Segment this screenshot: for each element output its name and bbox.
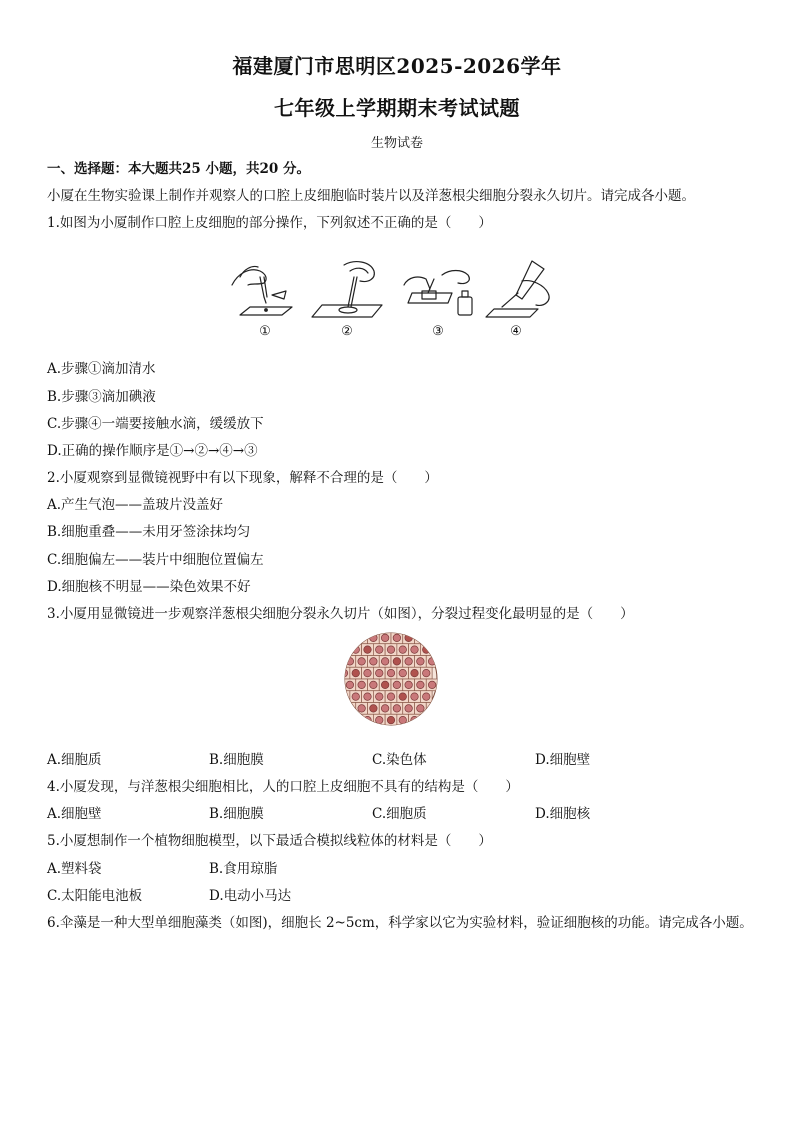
cell-nucleus — [417, 705, 425, 713]
cell-nucleus — [411, 669, 419, 677]
q3-option-a: A.细胞质 — [47, 752, 102, 768]
q4-option-a: A.细胞壁 — [47, 806, 102, 822]
cell — [350, 714, 362, 726]
cell — [344, 714, 350, 726]
cell-nucleus — [405, 658, 413, 666]
cell-nucleus — [346, 634, 354, 642]
cell-nucleus — [399, 693, 407, 701]
question-5-stem: 5.小厦想制作一个植物细胞模型，以下最适合模拟线粒体的材料是（ ） — [47, 833, 492, 849]
exam-title-line2: 七年级上学期期末考试试题 — [274, 96, 520, 120]
question-3-stem: 3.小厦用显微镜进一步观察洋葱根尖细胞分裂永久切片（如图），分裂过程变化最明显的是（ ） — [47, 606, 634, 622]
cell-nucleus — [387, 669, 395, 677]
cell — [344, 703, 356, 715]
q2-option-c: C.细胞偏左——装片中细胞位置偏左 — [47, 552, 264, 568]
q5-option-c: C.太阳能电池板 — [47, 888, 143, 904]
cell-nucleus — [387, 646, 395, 654]
cell — [344, 632, 356, 644]
q5-option-a: A.塑料袋 — [47, 861, 102, 877]
q5-option-d: D.电动小马达 — [209, 888, 292, 904]
q3-option-c: C.染色体 — [372, 752, 427, 768]
cell-nucleus — [417, 658, 425, 666]
cell-nucleus — [411, 646, 419, 654]
q4-option-d: D.细胞核 — [535, 806, 591, 822]
cell-nucleus — [393, 705, 401, 713]
cell-nucleus — [428, 634, 436, 642]
cell-nucleus — [399, 669, 407, 677]
step-4-drawing — [486, 261, 549, 317]
cell-nucleus — [370, 681, 378, 689]
cell-nucleus — [370, 658, 378, 666]
q2-option-b: B.细胞重叠——未用牙签涂抹均匀 — [47, 524, 251, 540]
cell-nucleus — [352, 669, 360, 677]
cell-nucleus — [428, 681, 436, 689]
cell-nucleus — [344, 716, 348, 724]
cell-nucleus — [422, 693, 430, 701]
step-3-drawing — [404, 271, 472, 316]
cell-nucleus — [352, 693, 360, 701]
q1-option-a: A.步骤①滴加清水 — [47, 361, 156, 377]
question-6-stem: 6.伞藻是一种大型单细胞藻类（如图)，细胞长 2~5cm，科学家以它为实验材料，验证细胞核的功能。请完成各小题。 — [47, 915, 753, 931]
section-heading: 一、选择题：本大题共25 小题，共20 分。 — [47, 161, 310, 177]
cell — [344, 644, 350, 656]
figure-label-3: ③ — [432, 324, 444, 339]
cell-nucleus — [417, 681, 425, 689]
exam-title-line1: 福建厦门市思明区2025-2026学年 — [232, 54, 562, 78]
q1-option-d: D.正确的操作顺序是①→②→④→③ — [47, 443, 258, 459]
q4-option-b: B.细胞膜 — [209, 806, 264, 822]
cell-nucleus — [422, 669, 430, 677]
cell — [426, 632, 438, 644]
cell-nucleus — [399, 646, 407, 654]
cell-grid — [344, 632, 438, 726]
cell — [415, 632, 427, 644]
cell-nucleus — [346, 705, 354, 713]
question-2-stem: 2.小厦观察到显微镜视野中有以下现象，解释不合理的是（ ） — [47, 470, 438, 486]
cell-nucleus — [375, 646, 383, 654]
intro-text: 小厦在生物实验课上制作并观察人的口腔上皮细胞临时装片以及洋葱根尖细胞分裂永久切片。请完成各小题。 — [47, 188, 695, 204]
cell-nucleus — [358, 705, 366, 713]
cell-nucleus — [358, 658, 366, 666]
question-1-stem: 1.如图为小厦制作口腔上皮细胞的部分操作，下列叙述不正确的是（ ） — [47, 215, 492, 231]
cell-nucleus — [358, 634, 366, 642]
onion-root-tip-micrograph — [344, 632, 438, 726]
cell-nucleus — [364, 693, 372, 701]
cell-nucleus — [375, 693, 383, 701]
q1-option-b: B.步骤③滴加碘液 — [47, 389, 156, 405]
cell-nucleus — [364, 646, 372, 654]
mouth-cell-procedure-figure — [222, 255, 562, 340]
cell-nucleus — [346, 681, 354, 689]
cell-nucleus — [358, 681, 366, 689]
cell — [426, 703, 438, 715]
cell-nucleus — [375, 669, 383, 677]
cell-nucleus — [417, 634, 425, 642]
figure-label-4: ④ — [510, 324, 522, 339]
cell-nucleus — [411, 693, 419, 701]
cell-nucleus — [364, 669, 372, 677]
cell-nucleus — [352, 716, 360, 724]
cell-nucleus — [381, 634, 389, 642]
cell-nucleus — [405, 705, 413, 713]
cell-nucleus — [405, 681, 413, 689]
figure-label-2: ② — [341, 324, 353, 339]
cell-nucleus — [428, 705, 436, 713]
figure-label-1: ① — [259, 324, 271, 339]
q1-option-c: C.步骤④一端要接触水滴，缓缓放下 — [47, 416, 264, 432]
question-4-stem: 4.小厦发现，与洋葱根尖细胞相比，人的口腔上皮细胞不具有的结构是（ ） — [47, 779, 519, 795]
q5-option-b: B.食用琼脂 — [209, 861, 278, 877]
cell — [420, 714, 432, 726]
cell-nucleus — [381, 658, 389, 666]
cell-nucleus — [393, 681, 401, 689]
cell-nucleus — [393, 634, 401, 642]
q2-option-a: A.产生气泡——盖玻片没盖好 — [47, 497, 224, 513]
q2-option-d: D.细胞核不明显——染色效果不好 — [47, 579, 251, 595]
cell-nucleus — [387, 693, 395, 701]
cell-nucleus — [381, 705, 389, 713]
step-2-drawing — [312, 262, 382, 317]
cell-nucleus — [422, 716, 430, 724]
step-1-drawing — [232, 266, 292, 315]
cell-nucleus — [381, 681, 389, 689]
q4-option-c: C.细胞质 — [372, 806, 427, 822]
q3-option-b: B.细胞膜 — [209, 752, 264, 768]
cell — [356, 632, 368, 644]
cell-nucleus — [387, 716, 395, 724]
cell-nucleus — [370, 705, 378, 713]
cell-nucleus — [344, 646, 348, 654]
q3-option-d: D.细胞壁 — [535, 752, 591, 768]
subject-label: 生物试卷 — [370, 136, 423, 151]
cell-nucleus — [393, 658, 401, 666]
